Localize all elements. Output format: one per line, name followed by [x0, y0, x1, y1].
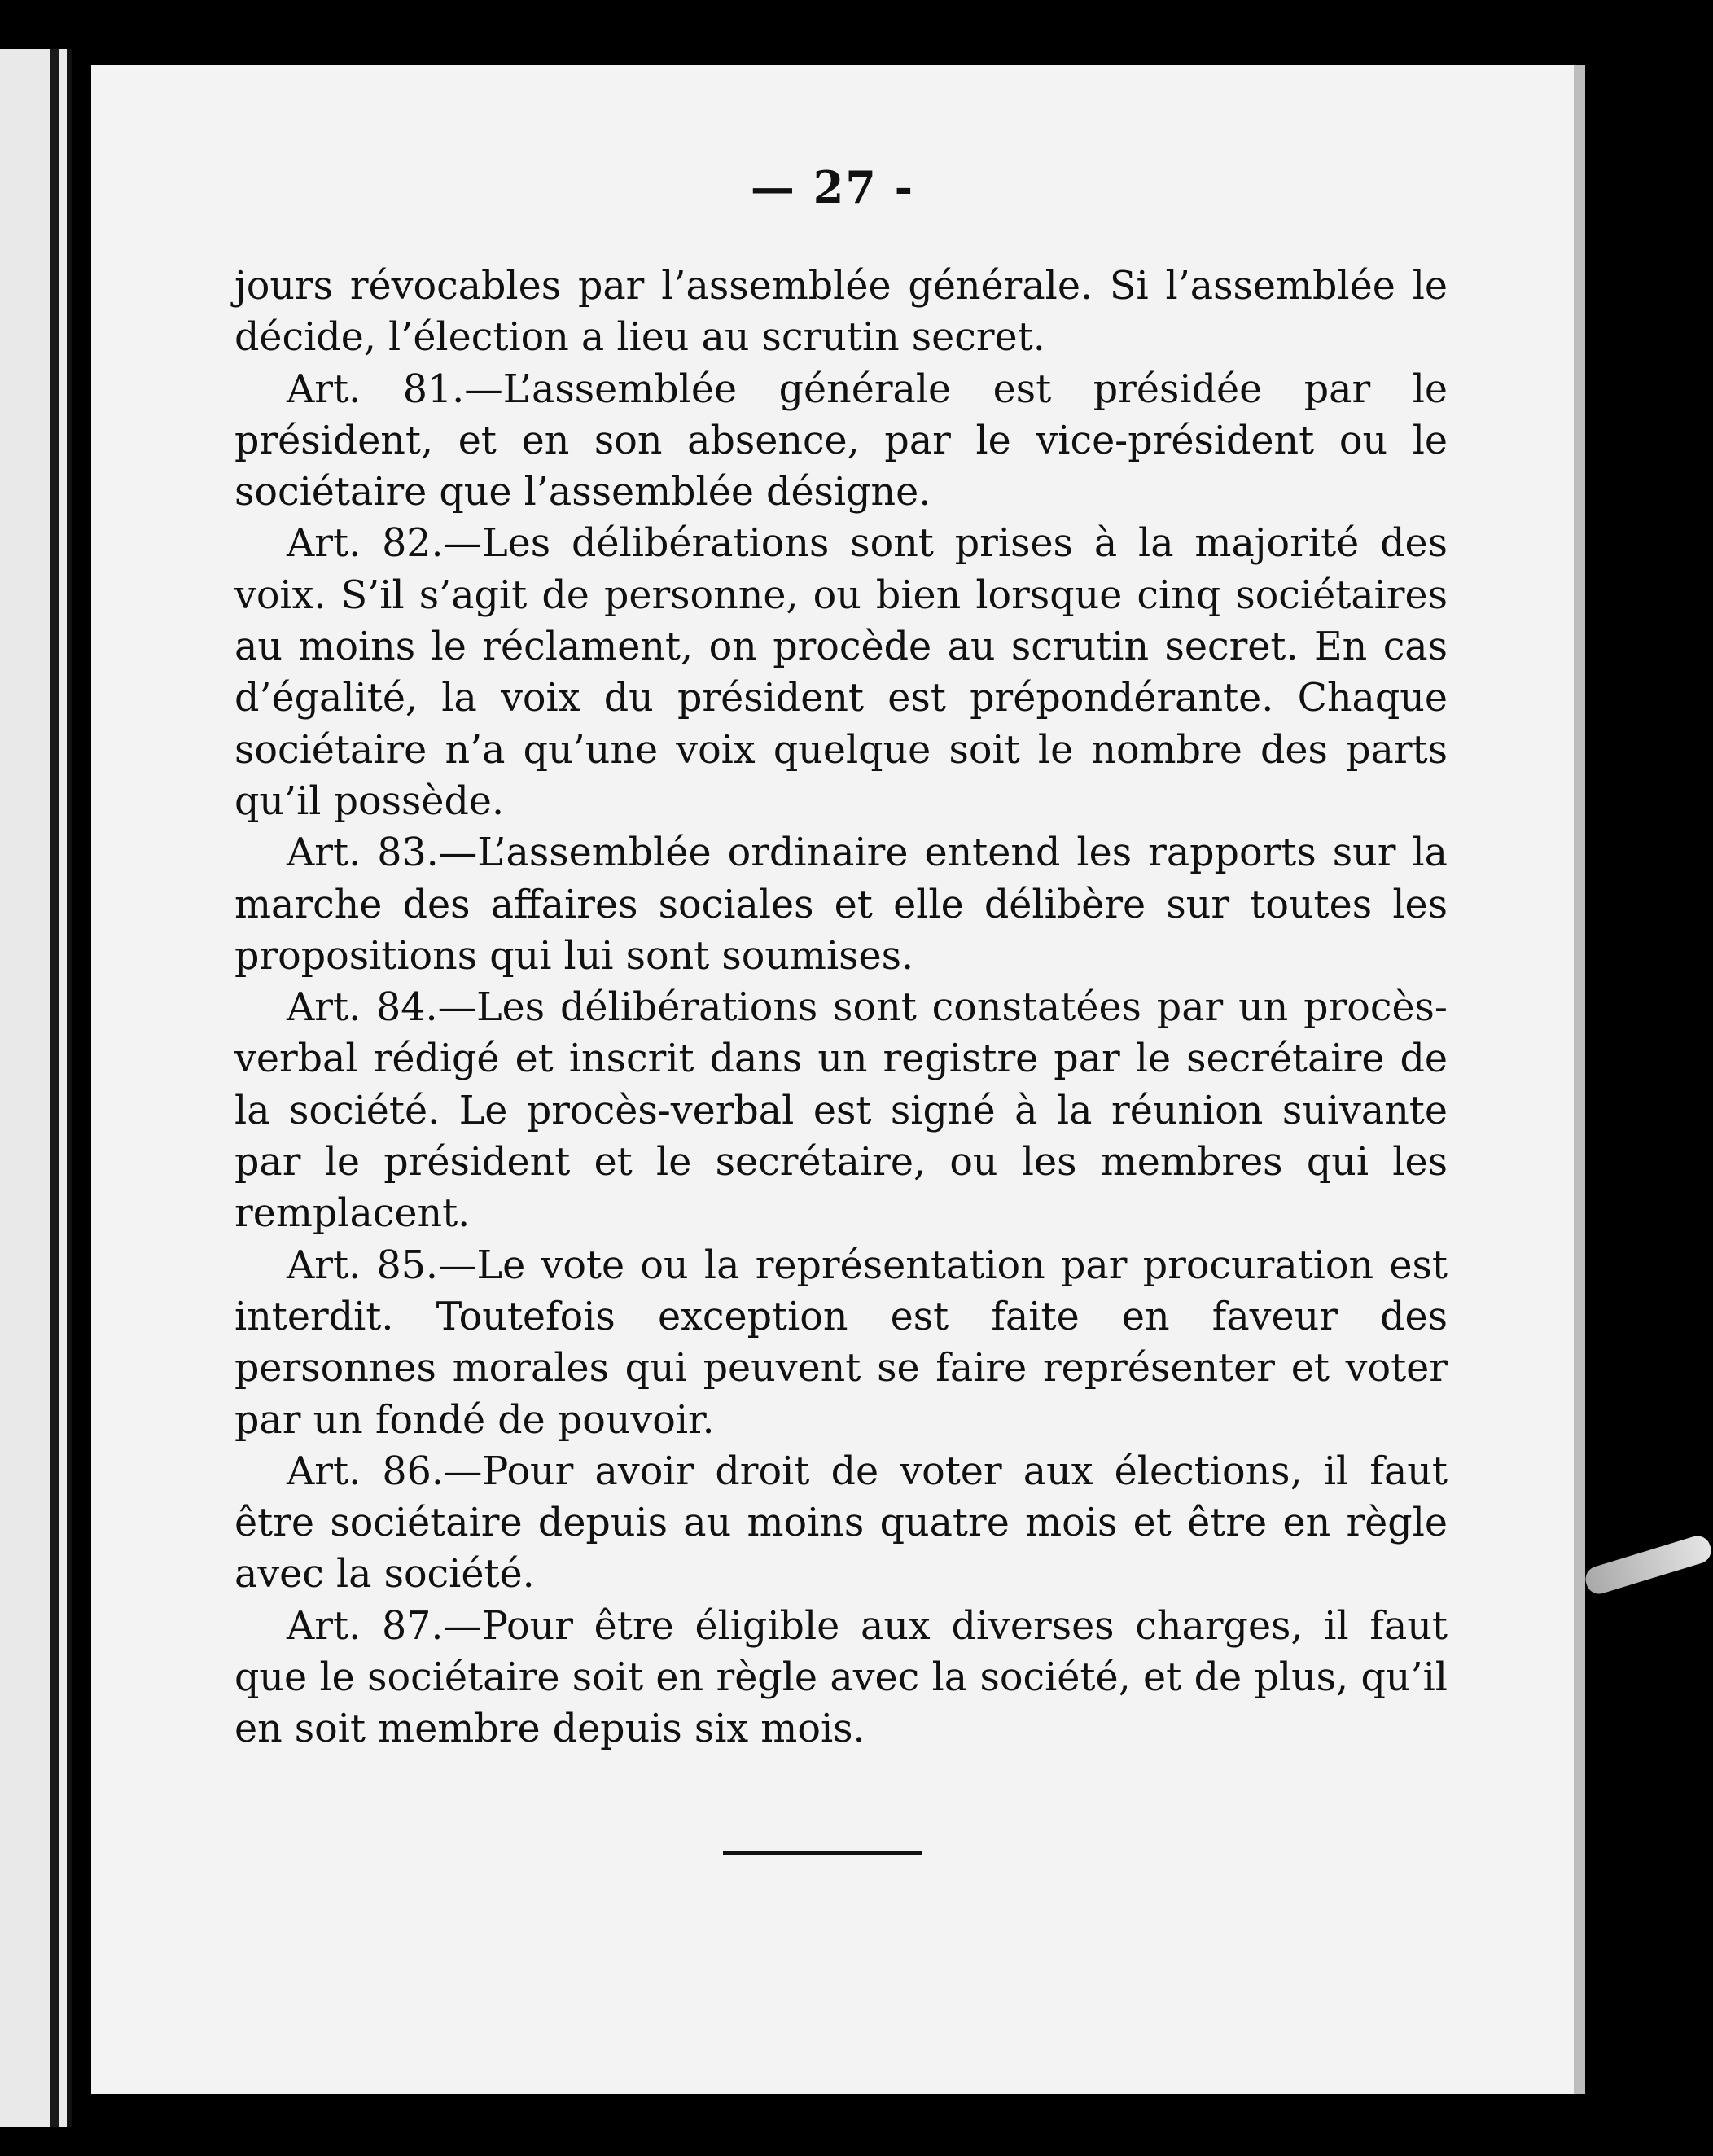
article-86: Art. 86.—Pour avoir droit de voter aux élections, il faut être sociétaire depuis au moins quatre mois et être en règle avec la société. — [234, 1448, 1448, 1597]
article-81: Art. 81.—L’assemblée générale est présidée par le président, et en son absence, par le vice-président ou le sociétaire que l’assemblée désigne. — [234, 366, 1448, 515]
article-84: Art. 84.—Les délibérations sont constatées par un procès-verbal rédigé et inscrit dans un registre par le secrétaire de la société. Le procès-verbal est signé à la réunion suivante par le président et le secrétaire, ou les membres qui les remplacent. — [234, 985, 1448, 1237]
binding-shadow — [50, 49, 59, 2127]
body-text — [234, 261, 1448, 1755]
section-end-rule — [723, 1851, 922, 1855]
paragraph-continuation: jours révocables par l’assemblée générale. Si l’assemblée le décide, l’élection a lieu au scrutin secret. — [234, 264, 1448, 361]
article-82: Art. 82.—Les délibérations sont prises à la majorité des voix. S’il s’agit de personne, ou bien lorsque cinq sociétaires au moins le réclament, on procède au scrutin secret. En cas d’égalité, la voix du président est prépondérante. Chaque sociétaire n’a qu’une voix quelque soit le nombre des parts qu’il possède. — [234, 521, 1448, 824]
scan-glare — [1583, 1532, 1713, 1597]
article-87: Art. 87.—Pour être éligible aux diverses charges, il faut que le sociétaire soit en règle avec la société, et de plus, qu’il en soit membre depuis six mois. — [234, 1603, 1448, 1752]
article-83: Art. 83.—L’assemblée ordinaire entend les rapports sur la marche des affaires sociales et elle délibère sur toutes les propositions qui lui sont soumises. — [234, 830, 1448, 979]
document-page — [91, 65, 1585, 2094]
article-85: Art. 85.—Le vote ou la représentation par procuration est interdit. Toutefois exception est faite en faveur des personnes morales qui peuvent se faire représenter et voter par un fondé de pouvoir. — [234, 1242, 1448, 1443]
page-number: — 27 - — [750, 161, 915, 213]
previous-page-edge — [0, 49, 72, 2127]
